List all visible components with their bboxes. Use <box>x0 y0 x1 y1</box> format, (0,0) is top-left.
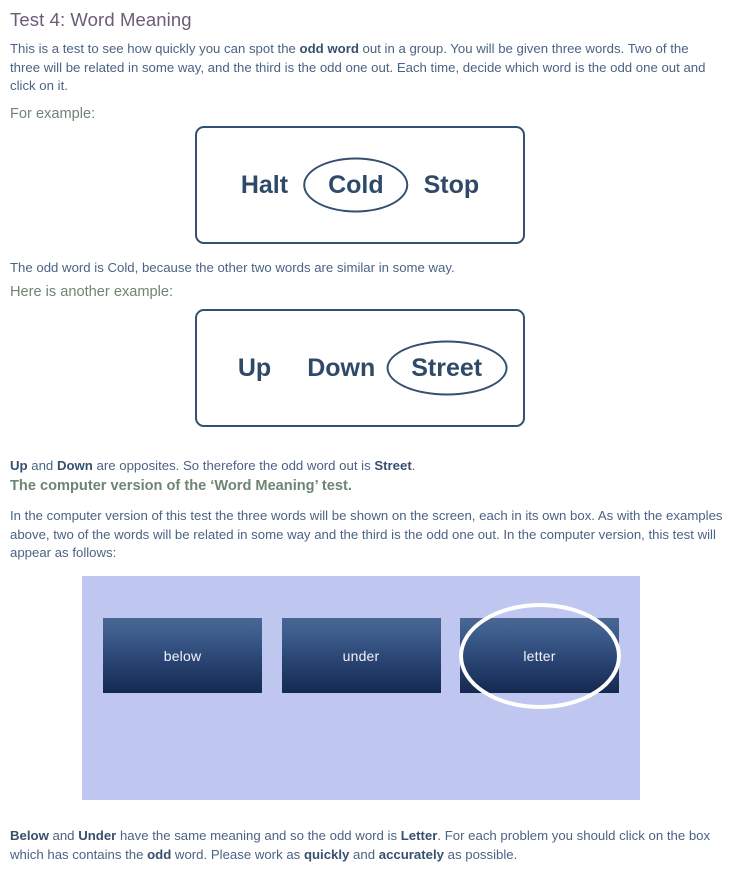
caption-text-3: . <box>411 458 416 473</box>
page-title: Test 4: Word Meaning <box>10 9 192 30</box>
heading-computer-version: The computer version of the ‘Word Meaning’ test. <box>10 478 352 494</box>
caption-text-1: and <box>27 458 57 473</box>
final-bold-under: Under <box>78 828 117 843</box>
final-text-4: word. Please work as <box>171 846 304 862</box>
example-2-word-street-circled: Street <box>405 356 488 381</box>
intro-bold-odd-word: odd word <box>299 41 359 56</box>
caption-bold-street: Street <box>374 458 412 473</box>
example-2-word-down: Down <box>307 353 376 382</box>
example-2-word-up: Up <box>237 353 272 382</box>
example-1-word-halt: Halt <box>240 170 289 199</box>
final-text-3: . For each problem you should click on the box which has contains the <box>10 828 711 862</box>
caption-bold-up: Up <box>10 458 28 473</box>
demo-box-letter[interactable] <box>460 618 619 693</box>
final-bold-quickly: quickly <box>303 846 350 862</box>
example-box-1 <box>195 126 525 244</box>
intro-text-after: out in a group. You will be given three words. Two of the three will be related in some way, and the third is the odd one out. Each time, decide which word is the odd one out and click on it. <box>10 41 706 94</box>
final-text-1: and <box>48 828 79 843</box>
intro-paragraph <box>0 31 729 96</box>
intro-text-before: This is a test to see how quickly you can spot the <box>10 41 300 56</box>
example-1-word-stop: Stop <box>423 170 480 199</box>
demo-word-boxes <box>103 618 619 694</box>
example-2-words <box>232 353 488 382</box>
final-bold-letter: Letter <box>400 828 438 843</box>
final-bold-accurately: accurately <box>378 846 444 862</box>
final-bold-below: Below <box>10 828 49 843</box>
demo-box-letter-label: letter <box>523 647 556 664</box>
caption-bold-down: Down <box>56 458 93 473</box>
heading-another-example: Here is another example: <box>10 284 174 300</box>
final-text-2: have the same meaning and so the odd word is <box>116 828 401 843</box>
example-box-2 <box>195 309 525 427</box>
demo-box-below[interactable] <box>103 618 262 693</box>
computer-version-paragraph: In the computer version of this test the three words will be shown on the screen, each in its own box. As with the examples above, two of the words will be related in some way and the third is the odd one out. In the computer version, this test will appear as follows: <box>10 508 723 561</box>
demo-box-under-label: under <box>342 647 380 664</box>
demo-box-below-label: below <box>163 647 202 664</box>
example-1-words <box>235 170 485 199</box>
final-instructions-paragraph <box>0 818 729 864</box>
heading-for-example: For example: <box>10 105 96 122</box>
computer-test-demo-area <box>82 576 640 800</box>
demo-box-under[interactable] <box>282 618 441 693</box>
final-text-5: and <box>349 846 379 862</box>
example-1-word-cold-circled: Cold <box>322 173 390 198</box>
final-text-6: as possible. <box>443 846 518 862</box>
caption-text-2: are opposites. So therefore the odd word out is <box>92 458 375 473</box>
final-bold-odd: odd <box>147 846 172 862</box>
example-1-caption: The odd word is Cold, because the other two words are similar in some way. <box>10 260 455 275</box>
